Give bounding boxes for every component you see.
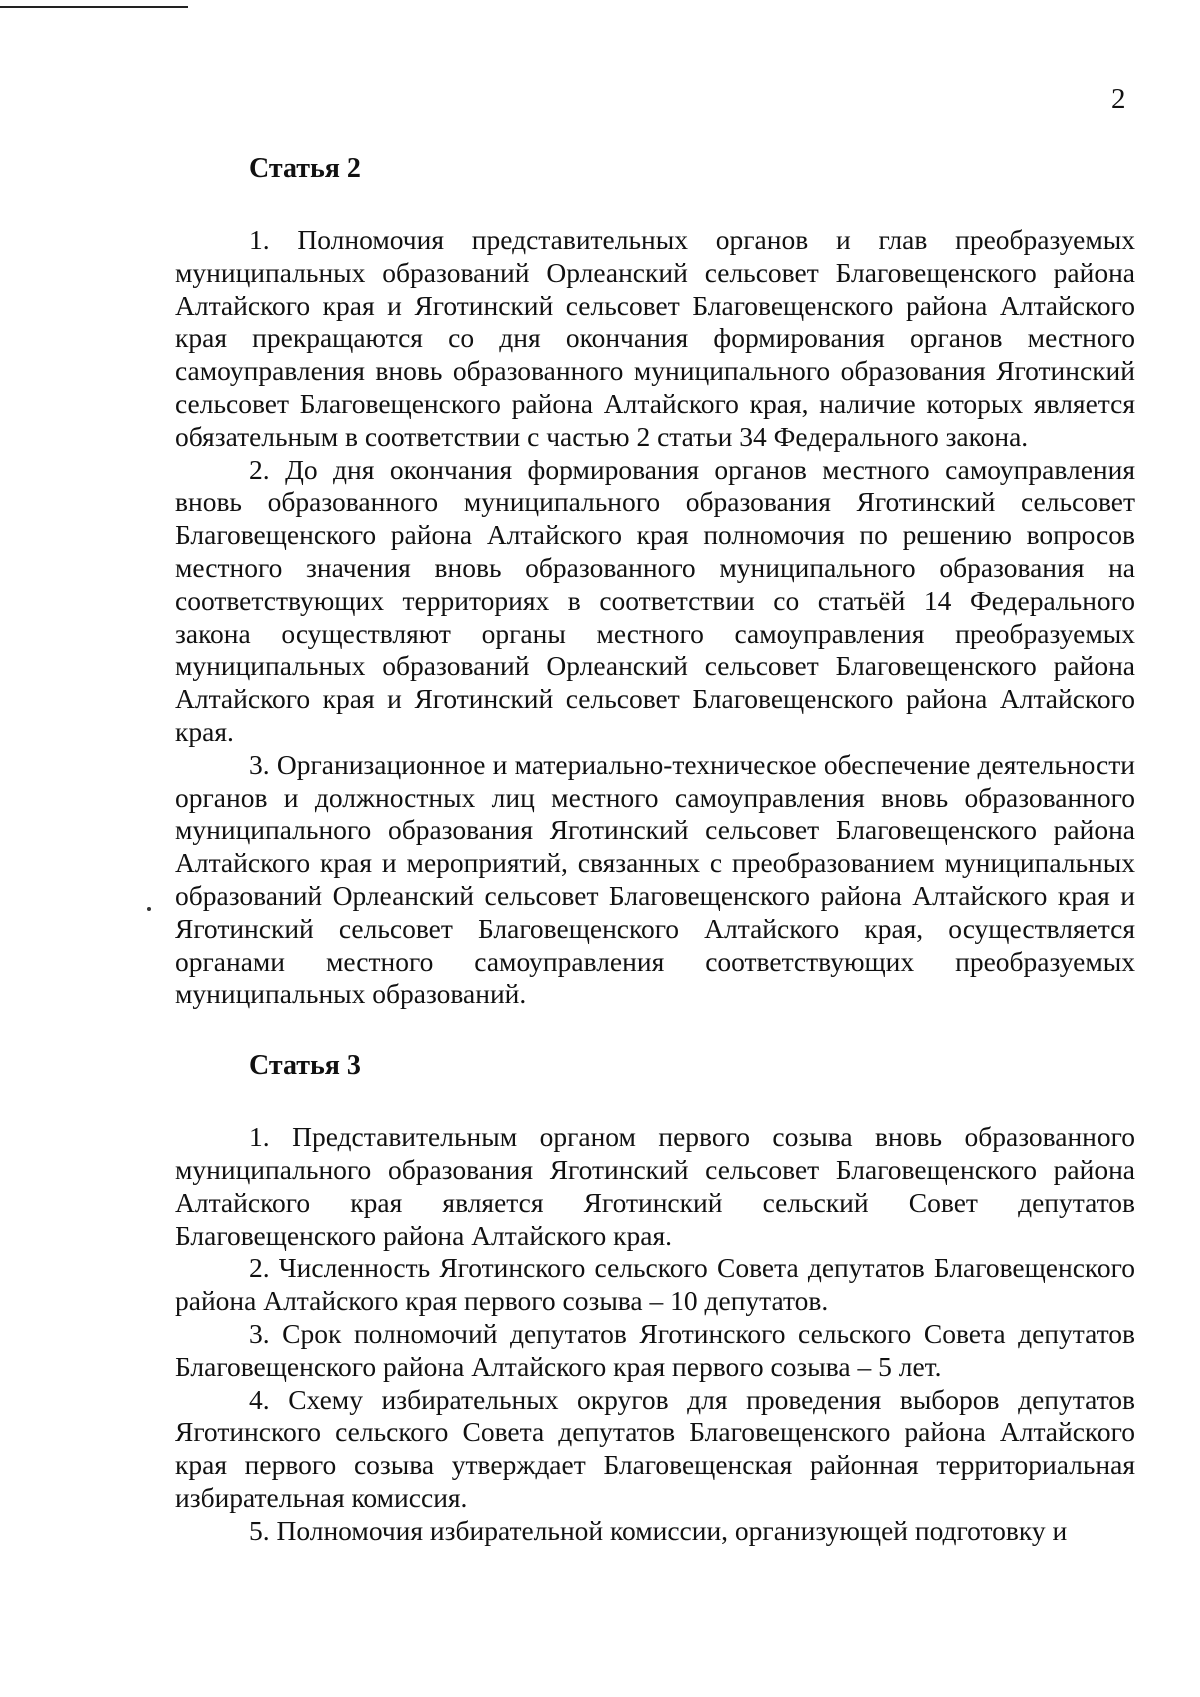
paragraph: 1. Полномочия представительных органов и глав преобразуемых муниципальных образований Орлеанский сельсовет Благовещенского района Алтайского края и Яготинский сельсовет Благовещенского района Алтайского края прекращаются со дня окончания формирования органов местного самоуправления вновь образованного муниципального образования Яготинский сельсовет Благовещенского района Алтайского края, наличие которых является обязательным в соответствии с частью 2 статьи 34 Федерального закона.	[175, 224, 1135, 452]
page-number: 2	[1111, 83, 1126, 115]
paragraph: 1. Представительным органом первого созыва вновь образованного муниципального образования Яготинский сельсовет Благовещенского района Алтайского края является Яготинский сельский Совет депутатов Благовещенского района Алтайского края.	[175, 1121, 1135, 1251]
paragraph: 5. Полномочия избирательной комиссии, организующей подготовку и	[249, 1514, 1068, 1546]
paragraph: 3. Срок полномочий депутатов Яготинского сельского Совета депутатов Благовещенского района Алтайского края первого созыва – 5 лет.	[175, 1317, 1135, 1382]
article-title: Статья 2	[249, 153, 361, 184]
paragraph: 2. До дня окончания формирования органов местного самоуправления вновь образованного муниципального образования Яготинский сельсовет Благовещенского района Алтайского края полномочия по решению вопросов местного значения вновь образованного муниципального образования на соответствующих территориях в соответствии со статьёй 14 Федерального закона осуществляют органы местного самоуправления преобразуемых муниципальных образований Орлеанский сельсовет Благовещенского района Алтайского края и Яготинский сельсовет Благовещенского района Алтайского края.	[175, 453, 1135, 747]
paragraph: 4. Схему избирательных округов для проведения выборов депутатов Яготинского сельского Совета депутатов Благовещенского района Алтайского края первого созыва утверждает Благовещенская районная территориальная избирательная комиссия.	[175, 1383, 1135, 1513]
article-2	[175, 152, 1135, 1011]
scan-speck	[147, 907, 151, 911]
paragraph: 2. Численность Яготинского сельского Совета депутатов Благовещенского района Алтайского края первого созыва – 10 депутатов.	[175, 1252, 1135, 1317]
document-body	[175, 140, 1135, 1547]
article-3	[175, 1049, 1135, 1547]
article-title: Статья 3	[249, 1050, 361, 1082]
scan-edge-line	[0, 6, 188, 8]
paragraph: 3. Организационное и материально-техническое обеспечение деятельности органов и должностных лиц местного самоуправления вновь образованного муниципального образования Яготинский сельсовет Благовещенского района Алтайского края и мероприятий, связанных с преобразованием муниципальных образований Орлеанский сельсовет Благовещенского района Алтайского края и Яготинский сельсовет Благовещенского Алтайского края, осуществляется органами местного самоуправления соответствующих преобразуемых муниципальных образований.	[175, 748, 1135, 1010]
